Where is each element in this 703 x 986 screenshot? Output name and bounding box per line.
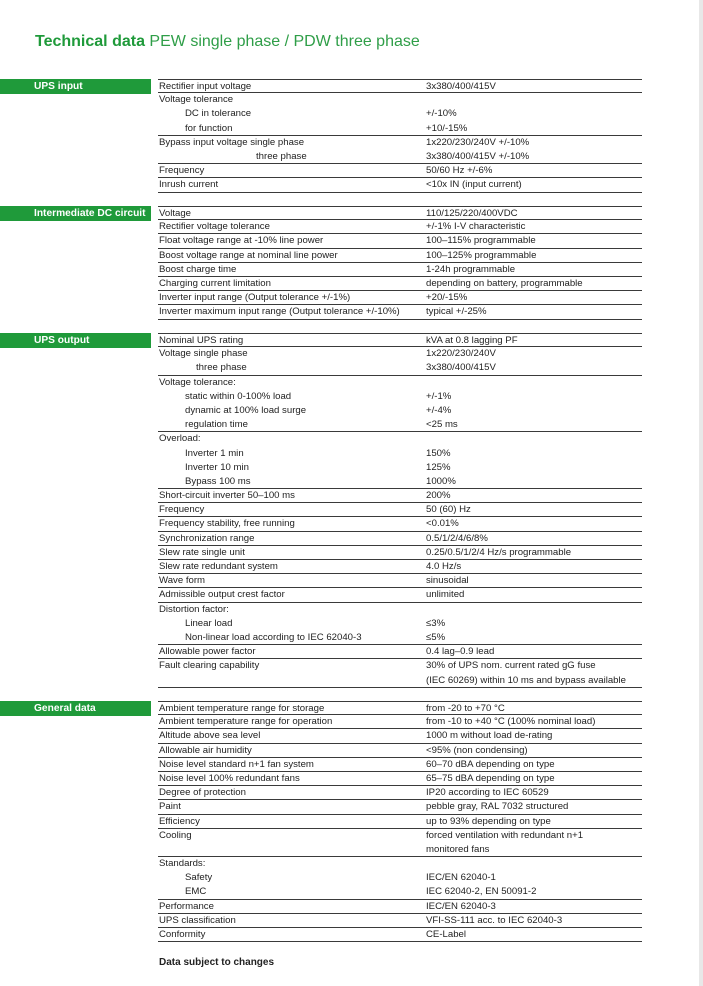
row-label: Conformity [159,929,206,940]
table-row [158,461,642,475]
row-value: <10x IN (input current) [426,179,522,191]
row-label: Frequency stability, free running [159,518,295,530]
row-value: 100–115% programmable [426,235,536,247]
table-row [158,347,642,361]
row-label: Inrush current [159,179,219,191]
row-label: Slew rate redundant system [159,561,278,572]
table-row [158,178,642,192]
row-value: 0.25/0.5/1/2/4 Hz/s programmable [426,546,572,558]
row-label: Altitude above sea level [159,730,261,742]
row-label: Distortion factor: [159,603,229,615]
row-value: up to 93% depending on type [426,815,551,827]
row-label: Ambient temperature range for operation [159,716,333,728]
row-value: forced ventilation with redundant n+1 [426,829,584,841]
row-label: Nominal UPS rating [159,335,244,346]
row-label: Inverter 10 min [185,461,249,473]
table-row [158,79,642,93]
row-value: CE-Label [426,929,466,940]
row-value: VFI-SS-111 acc. to IEC 62040-3 [426,914,563,926]
table-row [158,263,642,277]
table-row [158,489,642,503]
table-row [158,164,642,178]
row-label: dynamic at 100% load surge [185,404,307,416]
row-label: Linear load [185,617,233,629]
row-value: <0.01% [426,518,459,530]
row-value: 200% [426,490,451,502]
row-value: ≤3% [426,617,446,629]
row-value: <25 ms [426,419,458,431]
row-label: Allowable power factor [159,646,256,658]
row-label: Voltage [159,208,192,219]
table-row [158,588,642,602]
table-row [158,305,642,319]
row-value: IEC 62040-2, EN 50091-2 [426,886,537,898]
row-value: 50/60 Hz +/-6% [426,165,493,177]
row-label: Overload: [159,433,201,445]
row-label: Charging current limitation [159,277,271,289]
row-value: IEC/EN 62040-1 [426,872,496,884]
table-row [158,815,642,829]
table-row [158,674,642,688]
row-label: three phase [256,150,307,162]
table-row [158,107,642,121]
footer-note: Data subject to changes [159,957,275,968]
row-value: 1x220/230/240V +/-10% [426,136,530,148]
table-row [158,249,642,263]
table-row [158,136,642,150]
row-value: IP20 according to IEC 60529 [426,787,549,799]
table-row [158,800,642,814]
table-row [158,532,642,546]
row-label: Rectifier input voltage [159,81,252,92]
row-label: Boost voltage range at nominal line power [159,249,338,261]
table-row [158,432,642,446]
row-label: Degree of protection [159,787,246,799]
row-label: regulation time [185,419,248,431]
table-row [158,914,642,928]
row-label: Float voltage range at -10% line power [159,235,324,247]
table-row [158,475,642,489]
page-title [35,33,420,51]
row-label: Wave form [159,575,206,587]
table-row [158,645,642,659]
row-label: Bypass 100 ms [185,475,251,487]
row-value: from -10 to +40 °C (100% nominal load) [426,716,596,728]
table-row [158,758,642,772]
row-label: static within 0-100% load [185,390,292,402]
table-row [158,376,642,390]
row-label: Non-linear load according to IEC 62040-3 [185,631,362,643]
row-value: sinusoidal [426,575,469,587]
row-label: Inverter 1 min [185,447,244,459]
row-value: kVA at 0.8 lagging PF [426,335,518,346]
row-value: +/-1% [426,390,452,402]
table-row [158,404,642,418]
table-row [158,206,642,220]
table-row [158,900,642,914]
row-value: <95% (non condensing) [426,744,528,756]
row-value: pebble gray, RAL 7032 structured [426,801,569,813]
table-row [158,772,642,786]
row-value: monitored fans [426,843,490,855]
table-row [158,93,642,107]
table-row [158,546,642,560]
table-row [158,333,642,347]
row-label: Safety [185,872,213,884]
row-value: +/-1% I-V characteristic [426,221,526,233]
row-label: Voltage single phase [159,348,248,360]
row-value: 150% [426,447,451,459]
row-label: Inverter input range (Output tolerance +/-1%) [159,292,351,304]
table-row [158,701,642,715]
table-row [158,574,642,588]
row-label: Synchronization range [159,532,255,544]
row-value: (IEC 60269) within 10 ms and bypass available [426,674,626,686]
table-row [158,150,642,164]
table-row [158,631,642,645]
table-row [158,871,642,885]
general-table [158,701,642,942]
row-value: 30% of UPS nom. current rated gG fuse [426,660,596,672]
row-value: 125% [426,461,451,473]
row-label: Allowable air humidity [159,744,252,756]
row-value: IEC/EN 62040-3 [426,900,496,912]
row-label: DC in tolerance [185,108,252,120]
row-value: +20/-15% [426,292,468,304]
title-rest: PEW single phase / PDW three phase [149,33,420,50]
row-label: Standards: [159,858,206,870]
row-value: 1x220/230/240V [426,348,496,360]
row-label: for function [185,122,233,134]
table-row [158,560,642,574]
row-value: 1000 m without load de-rating [426,730,553,742]
row-value: +/-4% [426,404,452,416]
ups-output-table [158,333,642,688]
table-row [158,220,642,234]
row-value: 4.0 Hz/s [426,561,462,572]
row-value: unlimited [426,589,465,601]
table-row [158,390,642,404]
row-label: Rectifier voltage tolerance [159,221,270,233]
dc-circuit-table [158,206,642,320]
row-label: Boost charge time [159,263,237,275]
table-row [158,517,642,531]
row-value: 1000% [426,475,456,487]
row-value: from -20 to +70 °C [426,703,505,714]
row-label: Voltage tolerance: [159,376,236,388]
table-row [158,603,642,617]
row-label: Efficiency [159,815,200,827]
row-value: ≤5% [426,631,446,643]
table-row [158,786,642,800]
row-value: 65–75 dBA depending on type [426,772,555,784]
row-value: 60–70 dBA depending on type [426,758,555,770]
row-label: Noise level standard n+1 fan system [159,758,314,770]
row-value: 0.4 lag–0.9 lead [426,646,495,658]
row-value: +/-10% [426,108,457,120]
row-label: Slew rate single unit [159,546,245,558]
row-value: 110/125/220/400VDC [426,208,518,219]
table-row [158,659,642,673]
table-row [158,234,642,248]
table-row [158,885,642,899]
table-row [158,418,642,432]
row-label: Frequency [159,504,205,516]
title-bold: Technical data [35,33,145,50]
table-row [158,928,642,942]
row-label: EMC [185,886,207,898]
row-label: Inverter maximum input range (Output tolerance +/-10%) [159,306,400,318]
row-label: Voltage tolerance [159,94,234,106]
row-value: 3x380/400/415V [426,362,496,374]
row-label: Frequency [159,165,205,177]
table-row [158,447,642,461]
row-label: Cooling [159,829,192,841]
ups-input-table [158,79,642,193]
row-label: Admissible output crest factor [159,589,285,601]
row-value: 50 (60) Hz [426,504,471,516]
row-value: typical +/-25% [426,306,487,318]
row-value: 3x380/400/415V [426,81,496,92]
row-label: Noise level 100% redundant fans [159,772,300,784]
table-row [158,277,642,291]
row-label: Paint [159,801,181,813]
row-value: +10/-15% [426,122,468,134]
row-value: 100–125% programmable [426,249,537,261]
table-row [158,829,642,843]
table-row [158,715,642,729]
row-label: Fault clearing capability [159,660,260,672]
table-row [158,122,642,136]
table-row [158,729,642,743]
row-value: 3x380/400/415V +/-10% [426,150,530,162]
table-row [158,857,642,871]
page-edge [699,0,703,986]
row-label: Ambient temperature range for storage [159,703,325,714]
section-label-general: General data [0,701,151,716]
row-value: depending on battery, programmable [426,277,583,289]
row-label: Short-circuit inverter 50–100 ms [159,490,295,502]
section-label-ups-input: UPS input [0,79,151,94]
row-label: UPS classification [159,914,236,926]
table-row [158,503,642,517]
section-label-dc-circuit: Intermediate DC circuit [0,206,151,221]
row-label: Performance [159,900,214,912]
table-row [158,361,642,375]
table-row [158,744,642,758]
row-value: 1-24h programmable [426,263,516,275]
table-row [158,843,642,857]
row-label: three phase [196,362,247,374]
section-label-ups-output: UPS output [0,333,151,348]
table-row [158,617,642,631]
table-row [158,291,642,305]
row-value: 0.5/1/2/4/6/8% [426,532,488,544]
row-label: Bypass input voltage single phase [159,136,305,148]
